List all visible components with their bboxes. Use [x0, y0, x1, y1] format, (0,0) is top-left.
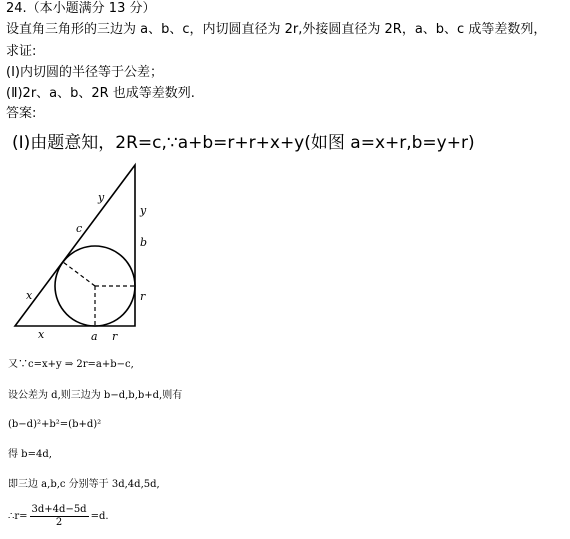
label-a: a	[91, 330, 98, 343]
label-c: c	[76, 222, 83, 235]
step-6	[8, 504, 109, 529]
problem-stem-line2: 求证:	[6, 44, 37, 59]
label-x-hypotenuse: x	[26, 289, 33, 302]
label-x-base: x	[38, 328, 45, 341]
triangle-incircle-figure	[0, 160, 170, 345]
problem-header: 24.（本小题满分 13 分）	[6, 1, 156, 16]
radius-to-hypotenuse	[63, 262, 95, 286]
step-6-fraction	[30, 504, 89, 529]
answer-label: 答案:	[6, 106, 37, 121]
triangle	[15, 165, 135, 326]
step-6-prefix: ∴r=	[8, 511, 28, 522]
label-b: b	[140, 236, 148, 249]
answer-intro: (Ⅰ)由题意知，2R=c,∵a+b=r+r+x+y(如图 a=x+r,b=y+r)	[12, 133, 475, 153]
step-4: 得 b=4d,	[8, 449, 52, 460]
step-5: 即三边 a,b,c 分别等于 3d,4d,5d,	[8, 479, 160, 490]
label-y-side: y	[140, 204, 147, 217]
step-2: 设公差为 d,则三边为 b−d,b,b+d,则有	[8, 390, 183, 401]
step-1: 又∵c=x+y ⇒ 2r=a+b−c,	[8, 359, 134, 370]
label-y-hypotenuse: y	[98, 191, 105, 204]
label-r-base: r	[112, 330, 118, 343]
label-r-side: r	[140, 290, 146, 303]
step-3: (b−d)²+b²=(b+d)²	[8, 419, 102, 430]
problem-part2: (Ⅱ)2r、a、b、2R 也成等差数列.	[6, 86, 195, 101]
step-6-suffix: =d.	[90, 511, 109, 522]
fraction-denominator: 2	[55, 517, 63, 528]
problem-stem-line1: 设直角三角形的三边为 a、b、c，内切圆直径为 2r,外接圆直径为 2R，a、b、c 成等差数列，	[6, 22, 547, 37]
problem-part1: (Ⅰ)内切圆的半径等于公差；	[6, 65, 163, 80]
fraction-numerator: 3d+4d−5d	[31, 504, 87, 515]
